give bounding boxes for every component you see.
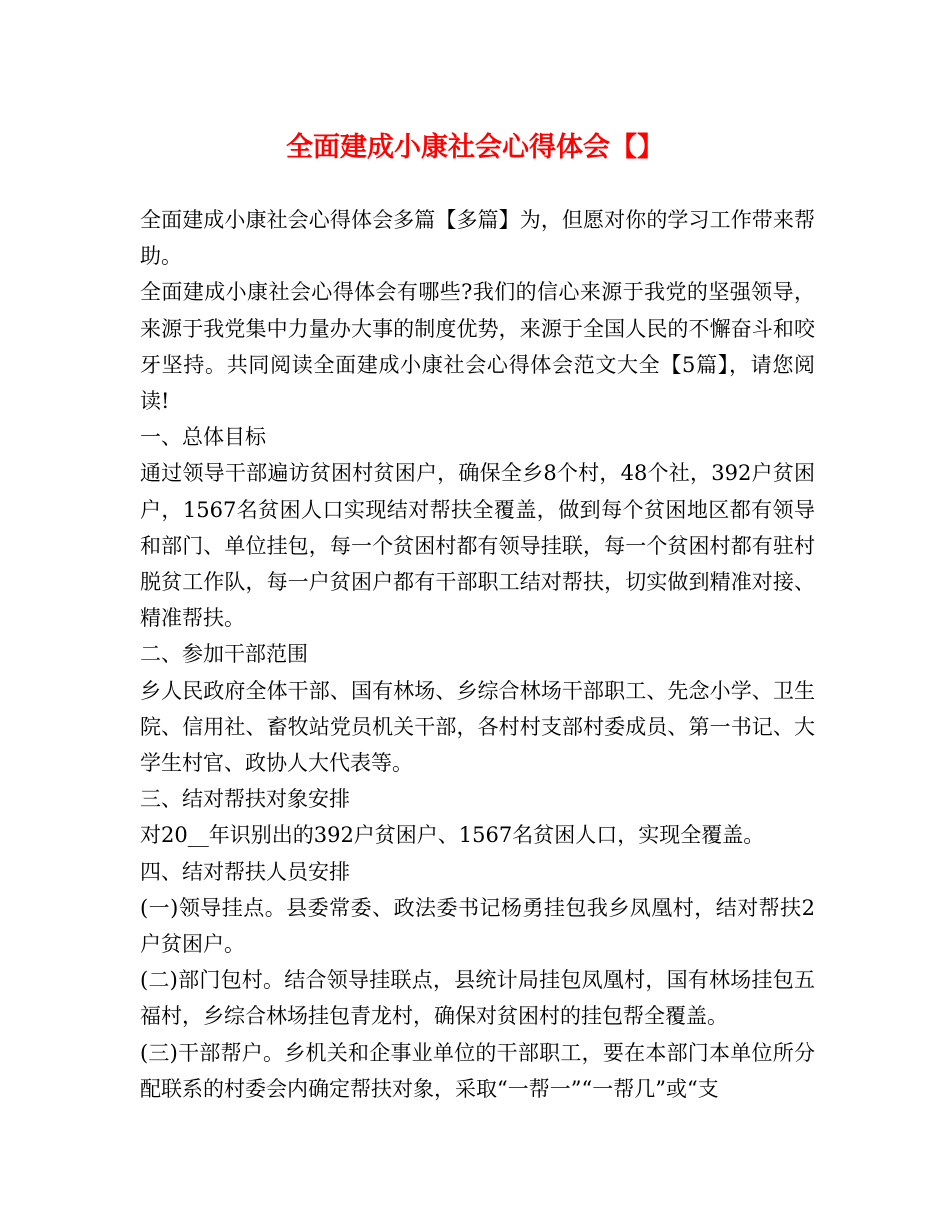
document-title: 全面建成小康社会心得体会【】 bbox=[286, 132, 664, 163]
intro-paragraph: 全面建成小康社会心得体会多篇【多篇】为，但愿对你的学习工作带来帮助。 bbox=[140, 208, 815, 269]
section-heading: 二、参加干部范围 bbox=[140, 642, 308, 667]
body-paragraph: (三)干部帮户。乡机关和企事业单位的干部职工，要在本部门本单位所分配联系的村委会内确定帮扶对象，采取“一帮一”“一帮几”或“支 bbox=[140, 1040, 815, 1101]
section-heading: 四、结对帮扶人员安排 bbox=[140, 859, 350, 884]
section-heading: 三、结对帮扶对象安排 bbox=[140, 787, 350, 812]
body-paragraph: (二)部门包村。结合领导挂联点，县统计局挂包凤凰村，国有林场挂包五福村，乡综合林场挂包青龙村，确保对贫困村的挂包帮全覆盖。 bbox=[140, 968, 815, 1029]
document-body bbox=[140, 202, 815, 1107]
body-paragraph: (一)领导挂点。县委常委、政法委书记杨勇挂包我乡凤凰村，结对帮扶2户贫困户。 bbox=[140, 895, 815, 957]
intro-paragraph: 全面建成小康社会心得体会有哪些?我们的信心来源于我党的坚强领导，来源于我党集中力量办大事的制度优势，来源于全国人民的不懈奋斗和咬牙坚持。共同阅读全面建成小康社会心得体会范文大全【5篇】，请您阅读! bbox=[140, 280, 815, 414]
body-paragraph: 对20__年识别出的392户贫困户、1567名贫困人口，实现全覆盖。 bbox=[140, 823, 765, 848]
section-heading: 一、总体目标 bbox=[140, 425, 266, 450]
body-paragraph: 乡人民政府全体干部、国有林场、乡综合林场干部职工、先念小学、卫生院、信用社、畜牧站党员机关干部，各村村支部村委成员、第一书记、大学生村官、政协人大代表等。 bbox=[140, 678, 815, 776]
body-paragraph: 通过领导干部遍访贫困村贫困户，确保全乡8个村，48个社，392户贫困户，1567名贫困人口实现结对帮扶全覆盖，做到每个贫困地区都有领导和部门、单位挂包，每一个贫困村都有领导挂联，每一个贫困村都有驻村脱贫工作队，每一户贫困户都有干部职工结对帮扶，切实做到精准对接、精准帮扶。 bbox=[140, 461, 815, 631]
